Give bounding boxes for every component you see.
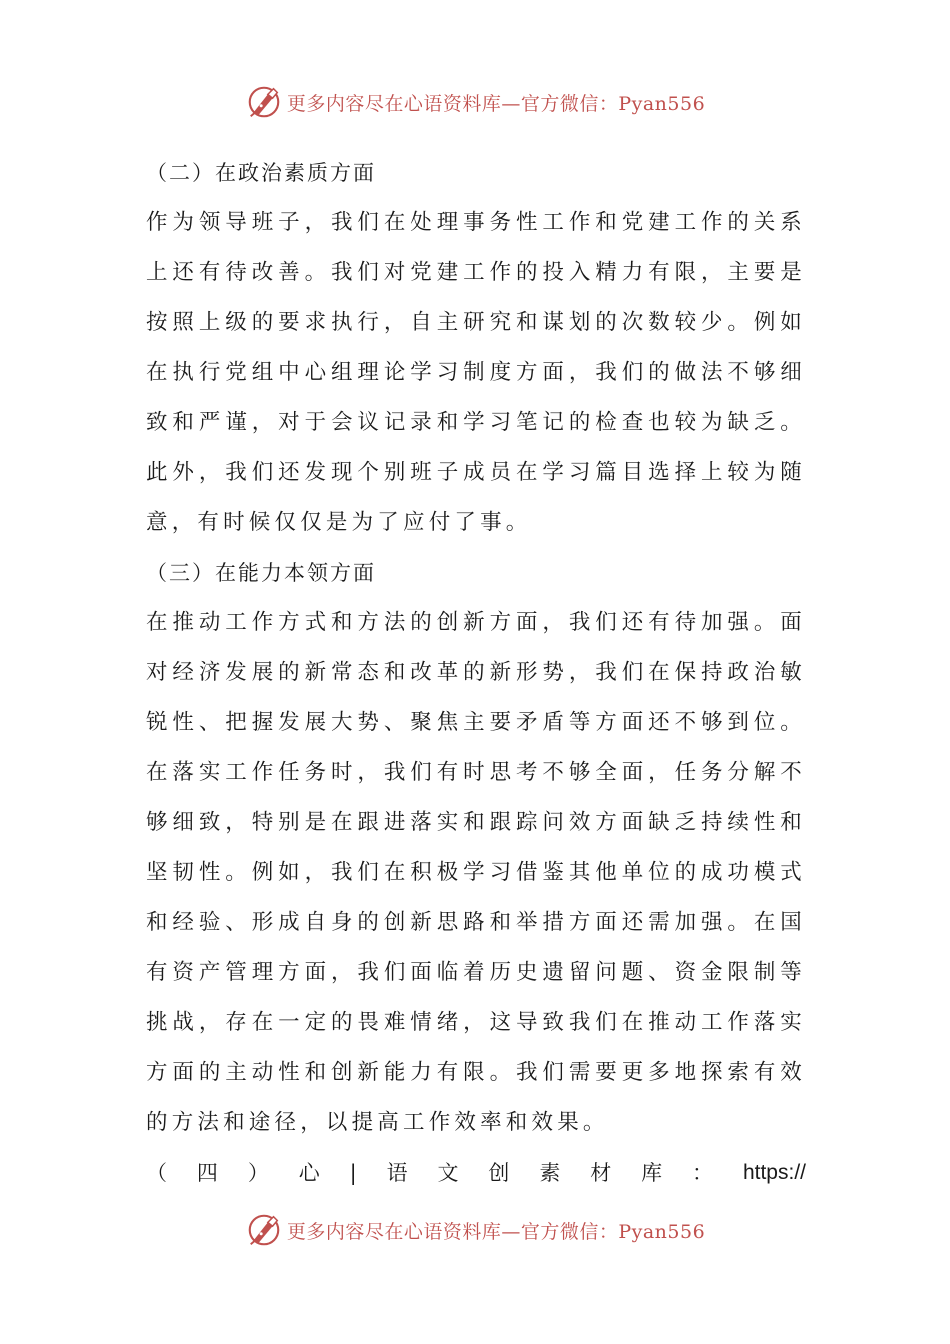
banner-text: 更多内容尽在心语资料库—官方微信：Pyan556 xyxy=(286,92,706,115)
heading-fragment: 库 xyxy=(641,1161,663,1185)
paragraph-line: 和经验、形成自身的创新思路和举措方面还需加强。在国 xyxy=(146,910,806,935)
heading-fragment: 素 xyxy=(539,1161,561,1185)
section-heading-partial xyxy=(146,1148,806,1198)
pen-nib-logo-icon xyxy=(245,83,283,121)
pen-nib-logo-icon xyxy=(245,1211,283,1249)
section-heading: （二）在政治素质方面 xyxy=(146,161,376,185)
paragraph-line: 对经济发展的新常态和改革的新形势，我们在保持政治敏 xyxy=(146,660,806,685)
paragraph-line: 在落实工作任务时，我们有时思考不够全面，任务分解不 xyxy=(146,760,806,785)
heading-fragment: ） xyxy=(247,1161,269,1185)
section-paragraph xyxy=(146,198,806,548)
paragraph-line: 挑战，存在一定的畏难情绪，这导致我们在推动工作落实 xyxy=(146,1010,806,1035)
paragraph-line: 坚韧性。例如，我们在积极学习借鉴其他单位的成功模式 xyxy=(146,860,806,885)
banner-text: 更多内容尽在心语资料库—官方微信：Pyan556 xyxy=(286,1220,706,1243)
paragraph-line: 在执行党组中心组理论学习制度方面，我们的做法不够细 xyxy=(146,360,806,385)
paragraph-line: 作为领导班子，我们在处理事务性工作和党建工作的关系 xyxy=(146,210,806,235)
section-paragraph xyxy=(146,598,806,1148)
heading-fragment: 四 xyxy=(196,1161,218,1185)
heading-fragment: 材 xyxy=(590,1161,612,1185)
paragraph-line: 的方法和途径，以提高工作效率和效果。 xyxy=(146,1110,609,1135)
paragraph-line: 在推动工作方式和方法的创新方面，我们还有待加强。面 xyxy=(146,610,806,635)
url-link-fragment[interactable]: https:// xyxy=(742,1161,806,1184)
heading-fragment: 语 xyxy=(386,1161,408,1185)
paragraph-line: 方面的主动性和创新能力有限。我们需要更多地探索有效 xyxy=(146,1060,806,1085)
paragraph-line: 按照上级的要求执行，自主研究和谋划的次数较少。例如 xyxy=(146,310,806,335)
paragraph-line: 此外，我们还发现个别班子成员在学习篇目选择上较为随 xyxy=(146,460,806,485)
heading-fragment: 创 xyxy=(488,1161,510,1185)
heading-fragment: | xyxy=(349,1161,357,1185)
section-heading: （三）在能力本领方面 xyxy=(146,561,376,585)
paragraph-line: 有资产管理方面，我们面临着历史遗留问题、资金限制等 xyxy=(146,960,806,985)
paragraph-line: 锐性、把握发展大势、聚焦主要矛盾等方面还不够到位。 xyxy=(146,710,806,735)
heading-fragment: ： xyxy=(692,1161,714,1185)
document-body xyxy=(146,148,806,1198)
paragraph-line: 上还有待改善。我们对党建工作的投入精力有限，主要是 xyxy=(146,260,806,285)
heading-fragment: （ xyxy=(146,1161,167,1185)
heading-fragment: 文 xyxy=(437,1161,459,1185)
paragraph-line: 够细致，特别是在跟进落实和跟踪问效方面缺乏持续性和 xyxy=(146,810,806,835)
footer-banner xyxy=(0,1210,950,1250)
header-banner xyxy=(0,82,950,122)
paragraph-line: 致和严谨，对于会议记录和学习笔记的检查也较为缺乏。 xyxy=(146,410,806,435)
heading-fragment: 心 xyxy=(298,1161,320,1185)
paragraph-line: 意，有时候仅仅是为了应付了事。 xyxy=(146,510,532,535)
